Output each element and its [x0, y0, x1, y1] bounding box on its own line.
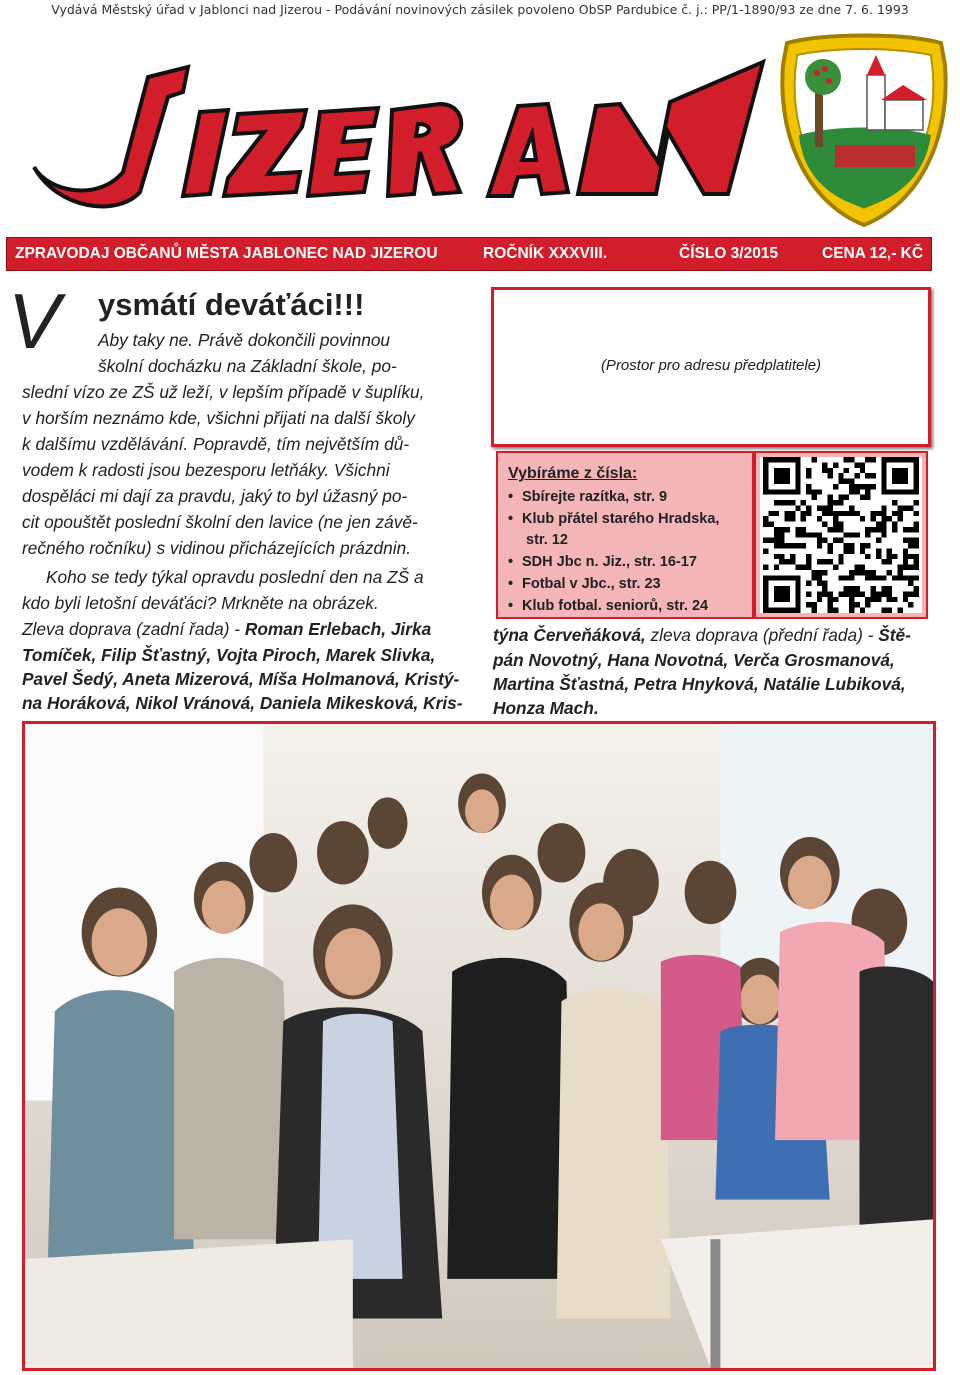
article-line: školní docházku na Základní škole, po- — [98, 356, 397, 376]
article-line: vodem k radosti jsou bezesporu letňáky. Všichni — [22, 460, 390, 480]
names-continued-line: Martina Šťastná, Petra Hnyková, Natálie Lubiková, — [493, 674, 906, 694]
names-continued-line: týna Červeňáková, zleva doprava (přední řada) - Ště- — [493, 625, 911, 645]
jizeran-logo-icon — [28, 52, 768, 212]
article-line: Koho se tedy týkal opravdu poslední den na ZŠ a — [46, 567, 424, 587]
names-back-row: Roman Erlebach, Jirka — [244, 619, 432, 639]
address-placeholder: (Prostor pro adresu předplatitele) — [600, 357, 822, 374]
article-line: rečného ročníku) s vidinou přicházejících prázdnin. — [22, 538, 412, 558]
article-line: cit opouštět poslední školní den lavice (ne jen závě- — [22, 512, 418, 532]
publisher-line: Vydává Městský úřad v Jablonci nad Jizerou - Podávání novinových zásilek povoleno ObSP Pardubice č. j.: PP/1-1890/93 ze dne 7. 6. 1993 — [51, 2, 909, 17]
town-coat-of-arms-icon — [775, 25, 953, 230]
contents-item: • Fotbal v Jbc., str. 23 — [508, 576, 661, 592]
article-line: dospěláci mi dají za pravdu, jaký to byl úžasný po- — [22, 486, 408, 506]
article-line: k dalšímu vzdělávání. Popravdě, tím největším dů- — [22, 434, 410, 454]
banner-price: CENA 12,- KČ — [822, 245, 924, 262]
names-line: Tomíček, Filip Šťastný, Vojta Piroch, Marek Slivka, — [22, 645, 436, 665]
banner-issue: ČÍSLO 3/2015 — [679, 245, 779, 262]
article-headline: ysmátí deváťáci!!! — [98, 287, 365, 322]
names-intro: Zleva doprava (zadní řada) - — [22, 619, 245, 639]
masthead-logo — [28, 52, 768, 212]
names-line: Pavel Šedý, Aneta Mizerová, Míša Holmanová, Kristý- — [22, 669, 460, 689]
contents-item: • Sbírejte razítka, str. 9 — [508, 489, 668, 505]
issue-banner — [6, 237, 932, 271]
contents-item: str. 12 — [526, 532, 568, 548]
qr-code-icon — [754, 451, 928, 619]
subscriber-address-box — [491, 287, 931, 447]
article-dropcap: V — [8, 277, 61, 365]
contents-item: • Klub přátel starého Hradska, — [508, 511, 720, 527]
names-line — [22, 619, 468, 640]
contents-item: • SDH Jbc n. Jiz., str. 16-17 — [508, 554, 697, 570]
article-line: v horším neznámo kde, všichni přijati na další školy — [22, 408, 415, 428]
article-line: kdo byli letošní deváťáci? Mrkněte na obrázek. — [22, 593, 379, 613]
names-continued-line: Honza Mach. — [493, 698, 599, 718]
issue-contents-box — [496, 451, 754, 619]
class-group-photo — [22, 721, 936, 1371]
article-line: Aby taky ne. Právě dokončili povinnou — [98, 330, 391, 350]
banner-subtitle: ZPRAVODAJ OBČANŮ MĚSTA JABLONEC NAD JIZEROU — [15, 245, 438, 262]
names-line: na Horáková, Nikol Vránová, Daniela Mikesková, Kris- — [22, 693, 463, 713]
article-line: slední vízo ze ZŠ už leží, v lepším případě v šuplíku, — [22, 382, 425, 402]
banner-volume: ROČNÍK XXXVIII. — [483, 245, 608, 262]
names-continued-line: pán Novotný, Hana Novotná, Verča Grosmanová, — [493, 650, 895, 670]
contents-item: • Klub fotbal. seniorů, str. 24 — [508, 598, 709, 614]
contents-title: Vybíráme z čísla: — [508, 465, 638, 482]
